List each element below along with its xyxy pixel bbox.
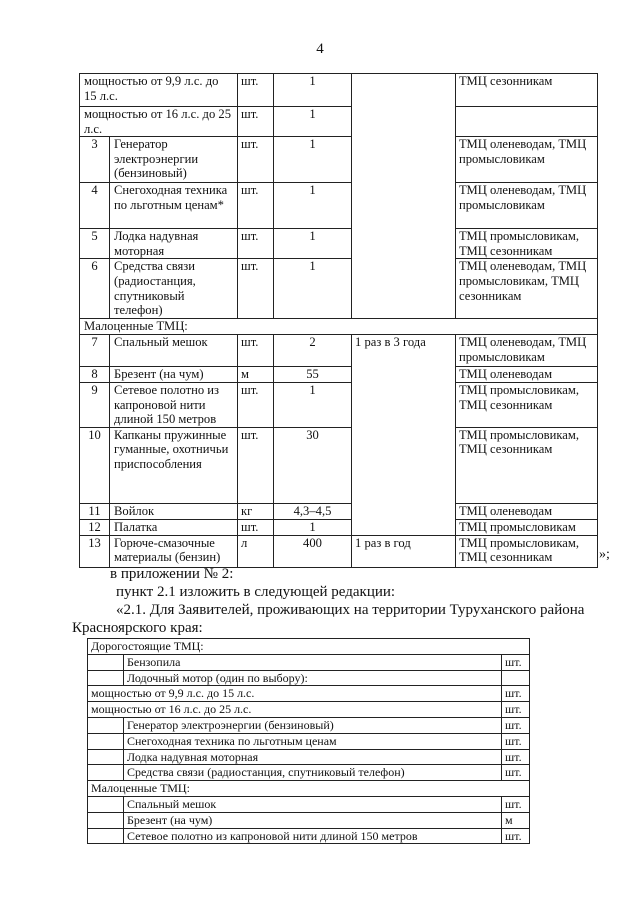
item-number [88, 717, 124, 733]
item-unit: шт. [502, 749, 530, 765]
table-row [80, 74, 598, 107]
table-row [80, 335, 598, 367]
item-recipients: ТМЦ оленеводам, ТМЦ промысловикам [456, 183, 598, 229]
item-name: мощностью от 16 л.с. до 25 л.с. [80, 107, 238, 137]
table-row [80, 229, 598, 259]
item-frequency [352, 74, 456, 319]
item-name: Капканы пружинные гуманные, охотничьи приспособления [110, 427, 238, 503]
section-row [88, 639, 530, 655]
item-unit: шт. [238, 183, 274, 229]
item-unit: м [238, 367, 274, 383]
item-unit: л [238, 535, 274, 567]
item-quantity: 30 [274, 427, 352, 503]
table-row [88, 749, 530, 765]
item-name: Лодочный мотор (один по выбору): [124, 670, 502, 686]
item-quantity: 1 [274, 519, 352, 535]
item-number [88, 828, 124, 844]
table-row [80, 259, 598, 319]
item-quantity: 1 [274, 229, 352, 259]
item-recipients: ТМЦ промысловикам, ТМЦ сезонникам [456, 382, 598, 427]
item-quantity: 55 [274, 367, 352, 383]
item-quantity: 2 [274, 335, 352, 367]
item-name: Спальный мешок [110, 335, 238, 367]
table-row [80, 382, 598, 427]
item-name: Средства связи (радиостанция, спутниковый телефон) [124, 765, 502, 781]
item-name: Средства связи (радиостанция, спутниковый телефон) [110, 259, 238, 319]
item-recipients: ТМЦ оленеводам, ТМЦ промысловикам [456, 335, 598, 367]
table-row [88, 828, 530, 844]
table-row [80, 183, 598, 229]
tmc-table-new [87, 638, 530, 844]
item-unit: шт. [502, 733, 530, 749]
item-quantity: 1 [274, 183, 352, 229]
item-number [88, 654, 124, 670]
item-unit: шт. [238, 107, 274, 137]
item-unit: шт. [502, 796, 530, 812]
item-number [88, 796, 124, 812]
item-recipients: ТМЦ оленеводам, ТМЦ промысловикам [456, 137, 598, 183]
item-quantity: 1 [274, 74, 352, 107]
item-unit: шт. [238, 137, 274, 183]
item-name: мощностью от 9,9 л.с. до 15 л.с. [80, 74, 238, 107]
item-name: Снегоходная техника по льготным ценам* [110, 183, 238, 229]
item-name: Сетевое полотно из капроновой нити длиной 150 метров [124, 828, 502, 844]
item-name: Генератор электроэнергии (бензиновый) [110, 137, 238, 183]
item-recipients [456, 107, 598, 137]
item-unit: шт. [502, 717, 530, 733]
table-row [88, 702, 530, 718]
amendment-line-4: Красноярского края: [72, 620, 203, 636]
item-number [88, 733, 124, 749]
table-row [80, 137, 598, 183]
item-name: Сетевое полотно из капроновой нити длиной 150 метров [110, 382, 238, 427]
table-row [88, 717, 530, 733]
item-number: 6 [80, 259, 110, 319]
item-name: Войлок [110, 503, 238, 519]
item-name: Лодка надувная моторная [124, 749, 502, 765]
item-unit: кг [238, 503, 274, 519]
closing-quote: »; [599, 547, 610, 562]
item-number [88, 765, 124, 781]
item-unit: шт. [238, 229, 274, 259]
section-row [80, 319, 598, 335]
item-name: Палатка [110, 519, 238, 535]
item-number [88, 812, 124, 828]
item-name: Снегоходная техника по льготным ценам [124, 733, 502, 749]
item-unit: шт. [238, 335, 274, 367]
section-title: Малоценные ТМЦ: [88, 781, 530, 797]
item-frequency: 1 раз в 3 года [352, 335, 456, 535]
item-name: Брезент (на чум) [124, 812, 502, 828]
item-frequency: 1 раз в год [352, 535, 456, 567]
item-number: 4 [80, 183, 110, 229]
item-quantity: 1 [274, 107, 352, 137]
item-unit: шт. [502, 828, 530, 844]
item-unit: шт. [238, 74, 274, 107]
amendment-line-3: «2.1. Для Заявителей, проживающих на территории Туруханского района [116, 602, 585, 618]
item-number [88, 749, 124, 765]
item-recipients: ТМЦ промысловикам, ТМЦ сезонникам [456, 229, 598, 259]
section-row [88, 781, 530, 797]
item-recipients: ТМЦ оленеводам [456, 367, 598, 383]
table-row [88, 654, 530, 670]
item-unit: шт. [502, 702, 530, 718]
table-row [80, 503, 598, 519]
item-recipients: ТМЦ оленеводам [456, 503, 598, 519]
item-name: Горюче-смазочные материалы (бензин) [110, 535, 238, 567]
item-quantity: 1 [274, 137, 352, 183]
item-unit: шт. [238, 259, 274, 319]
item-number: 8 [80, 367, 110, 383]
item-quantity: 4,3–4,5 [274, 503, 352, 519]
item-quantity: 1 [274, 382, 352, 427]
item-number: 11 [80, 503, 110, 519]
amendment-line-2: пункт 2.1 изложить в следующей редакции: [116, 584, 396, 600]
item-recipients: ТМЦ промысловикам, ТМЦ сезонникам [456, 427, 598, 503]
table-row [88, 796, 530, 812]
item-unit: шт. [238, 519, 274, 535]
item-number: 13 [80, 535, 110, 567]
table-row [88, 733, 530, 749]
item-recipients: ТМЦ промысловикам [456, 519, 598, 535]
page-number: 4 [316, 41, 324, 57]
item-recipients: ТМЦ сезонникам [456, 74, 598, 107]
item-number [88, 670, 124, 686]
item-number: 12 [80, 519, 110, 535]
item-name: Генератор электроэнергии (бензиновый) [124, 717, 502, 733]
item-quantity: 400 [274, 535, 352, 567]
item-name: Брезент (на чум) [110, 367, 238, 383]
item-name: Бензопила [124, 654, 502, 670]
item-name: мощностью от 9,9 л.с. до 15 л.с. [88, 686, 502, 702]
item-quantity: 1 [274, 259, 352, 319]
item-unit: шт. [502, 765, 530, 781]
item-unit: шт. [502, 654, 530, 670]
table-row [88, 812, 530, 828]
item-recipients: ТМЦ оленеводам, ТМЦ промысловикам, ТМЦ сезонникам [456, 259, 598, 319]
table-row [88, 765, 530, 781]
item-unit: шт. [238, 382, 274, 427]
item-number: 5 [80, 229, 110, 259]
item-unit: шт. [502, 686, 530, 702]
item-number: 9 [80, 382, 110, 427]
amendment-line-1: в приложении № 2: [110, 566, 234, 582]
tmc-table-continued [79, 73, 598, 568]
item-unit: шт. [238, 427, 274, 503]
item-unit: м [502, 812, 530, 828]
table-row [80, 535, 598, 567]
section-title: Малоценные ТМЦ: [80, 319, 598, 335]
section-title: Дорогостоящие ТМЦ: [88, 639, 530, 655]
table-row [80, 367, 598, 383]
item-name: Лодка надувная моторная [110, 229, 238, 259]
table-row [80, 427, 598, 503]
table-row [80, 107, 598, 137]
item-name: Спальный мешок [124, 796, 502, 812]
item-number: 7 [80, 335, 110, 367]
item-recipients: ТМЦ промысловикам, ТМЦ сезонникам [456, 535, 598, 567]
table-row [88, 670, 530, 686]
table-row [80, 519, 598, 535]
item-number: 10 [80, 427, 110, 503]
item-name: мощностью от 16 л.с. до 25 л.с. [88, 702, 502, 718]
item-number: 3 [80, 137, 110, 183]
item-unit [502, 670, 530, 686]
table-row [88, 686, 530, 702]
